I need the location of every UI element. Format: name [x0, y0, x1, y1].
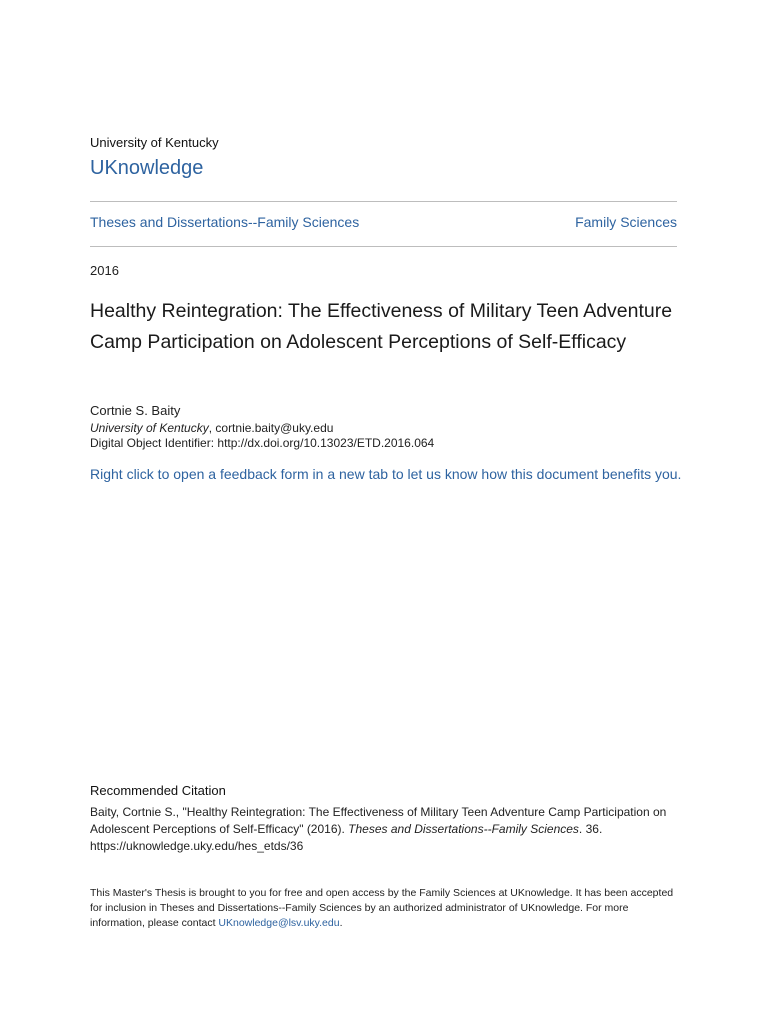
- notice-text: This Master's Thesis is brought to you for free and open access by the Family Sciences at UKnowledge. It has been accepted for inclusion in Theses and Dissertations--Family Sciences by an authorized administrator of UKnowledge. For more information, please contact: [90, 887, 674, 929]
- bottom-divider: [90, 246, 677, 247]
- affiliation-name: University of Kentucky: [90, 421, 209, 435]
- contact-email-link[interactable]: UKnowledge@lsv.uky.edu: [218, 917, 340, 929]
- citation-series: Theses and Dissertations--Family Sciences: [348, 822, 579, 836]
- publication-year: 2016: [90, 263, 119, 278]
- citation-url: https://uknowledge.uky.edu/hes_etds/36: [90, 839, 304, 853]
- department-link[interactable]: Family Sciences: [575, 214, 677, 230]
- repository-link[interactable]: UKnowledge: [90, 157, 204, 179]
- author-email: cortnie.baity@uky.edu: [215, 421, 334, 435]
- citation-text: [90, 804, 680, 855]
- affiliation-separator: ,: [208, 421, 216, 435]
- notice-end: .: [339, 917, 343, 929]
- series-link[interactable]: Theses and Dissertations--Family Sciences: [90, 214, 360, 230]
- author-affiliation: [90, 421, 333, 435]
- access-notice: [90, 886, 680, 931]
- doi-line: Digital Object Identifier: http://dx.doi.org/10.13023/ETD.2016.064: [90, 436, 435, 450]
- document-title: Healthy Reintegration: The Effectiveness of Military Teen Adventure Camp Participation on Adolescent Perceptions of Self-Efficacy: [90, 300, 673, 353]
- feedback-link[interactable]: Right click to open a feedback form in a new tab to let us know how this document benefits you.: [90, 466, 682, 482]
- top-divider: [90, 201, 677, 202]
- citation-part1: Baity, Cortnie S., "Healthy Reintegration: The Effectiveness of Military Teen Adventure Camp Participation on Adolescent Perceptions of Self-Efficacy" (2016).: [90, 805, 667, 836]
- citation-part2: . 36.: [578, 822, 603, 836]
- author-name: Cortnie S. Baity: [90, 403, 181, 418]
- citation-heading: Recommended Citation: [90, 783, 226, 798]
- institution-name: University of Kentucky: [90, 135, 219, 150]
